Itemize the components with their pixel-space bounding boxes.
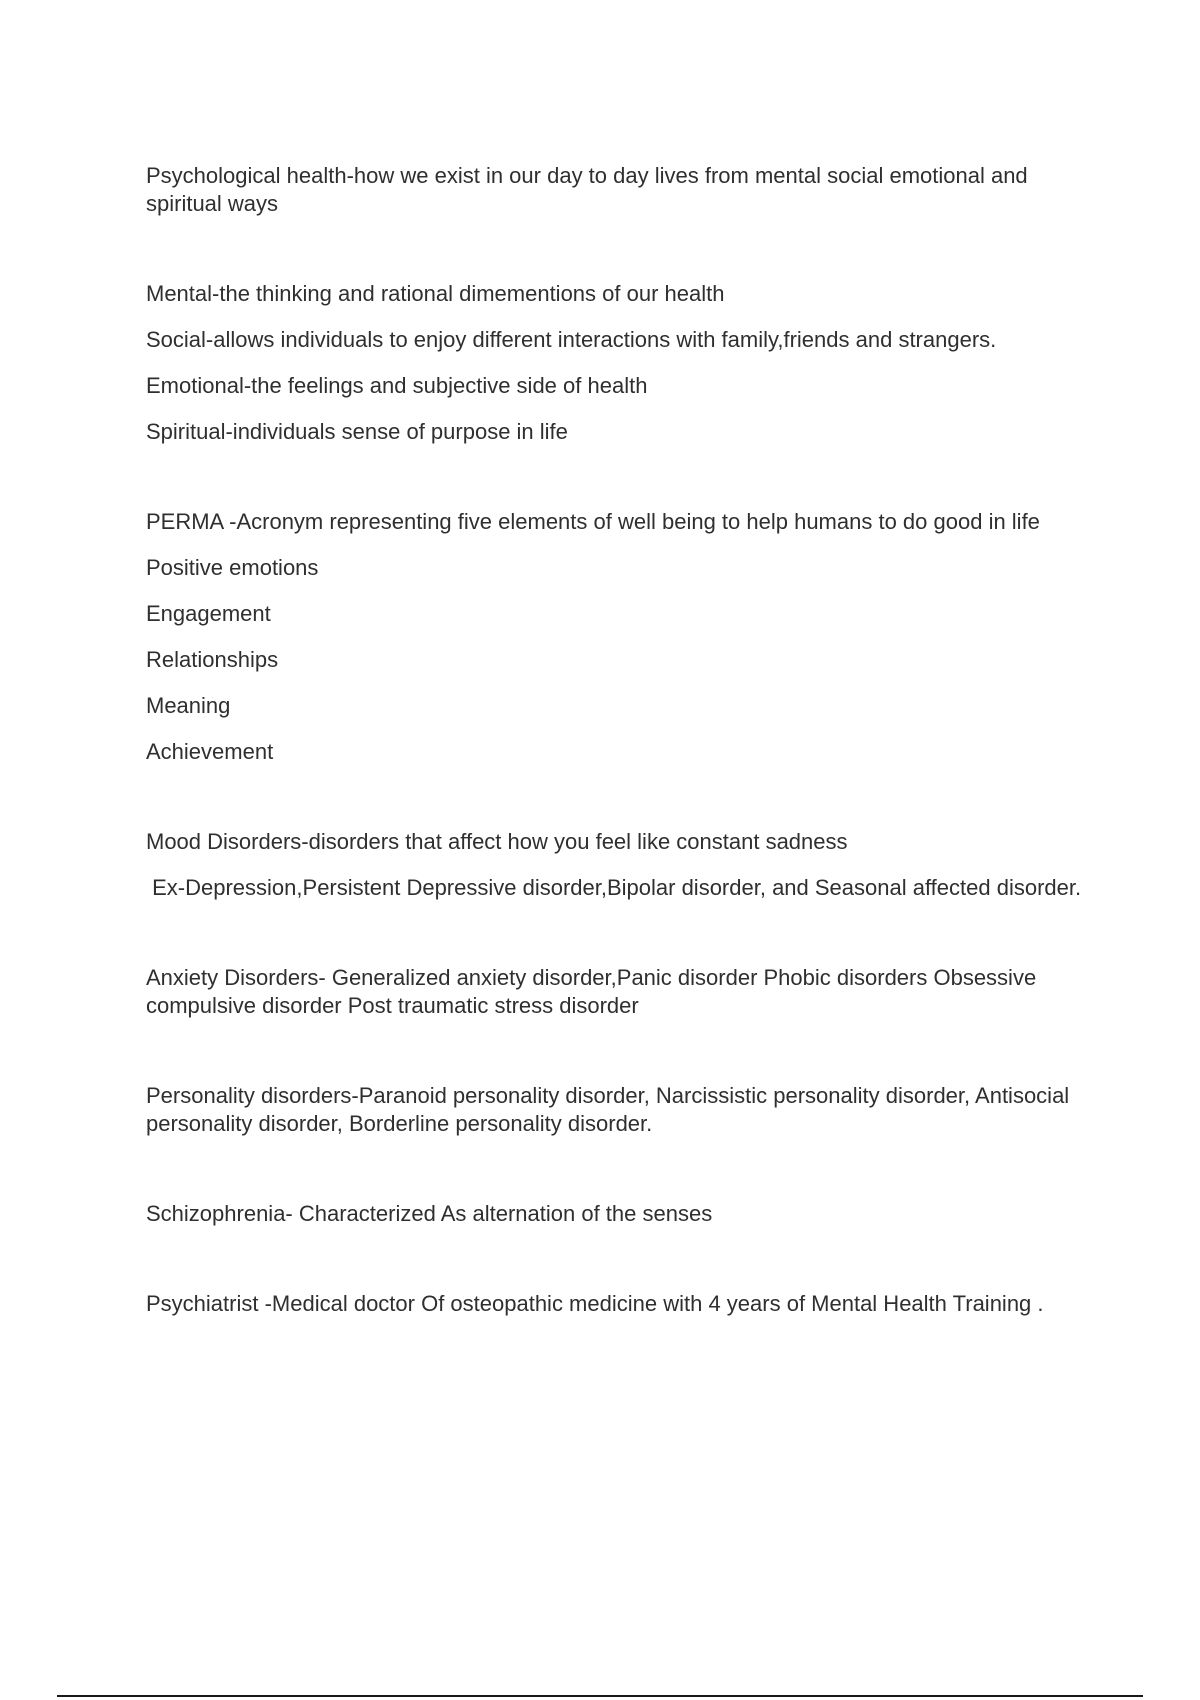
- document-page: [146, 162, 1086, 1318]
- mood-disorders-examples: Ex-Depression,Persistent Depressive disorder,Bipolar disorder, and Seasonal affected disorder.: [146, 875, 1082, 900]
- mental-definition: Mental-the thinking and rational dimementions of our health: [146, 281, 725, 306]
- perma-item: Relationships: [146, 647, 279, 672]
- perma-item: Engagement: [146, 601, 271, 626]
- bottom-divider: [57, 1695, 1143, 1697]
- mood-disorders-heading: Mood Disorders-disorders that affect how you feel like constant sadness: [146, 829, 848, 854]
- psychiatrist-definition: Psychiatrist -Medical doctor Of osteopathic medicine with 4 years of Mental Health Training .: [146, 1291, 1044, 1316]
- psychological-health-definition: Psychological health-how we exist in our day to day lives from mental social emotional and spiritual ways: [146, 163, 1028, 216]
- personality-disorders-definition: Personality disorders-Paranoid personality disorder, Narcissistic personality disorder, Antisocial personality disorder, Borderline personality disorder.: [146, 1083, 1070, 1136]
- anxiety-disorders-definition: Anxiety Disorders- Generalized anxiety disorder,Panic disorder Phobic disorders Obsessive compulsive disorder Post traumatic stress disorder: [146, 965, 1037, 1018]
- perma-item: Meaning: [146, 693, 231, 718]
- perma-item: Achievement: [146, 739, 274, 764]
- social-definition: Social-allows individuals to enjoy different interactions with family,friends and strangers.: [146, 327, 997, 352]
- emotional-definition: Emotional-the feelings and subjective side of health: [146, 373, 648, 398]
- spiritual-definition: Spiritual-individuals sense of purpose in life: [146, 419, 568, 444]
- schizophrenia-definition: Schizophrenia- Characterized As alternation of the senses: [146, 1201, 713, 1226]
- perma-heading: PERMA -Acronym representing five elements of well being to help humans to do good in life: [146, 509, 1040, 534]
- perma-item: Positive emotions: [146, 555, 319, 580]
